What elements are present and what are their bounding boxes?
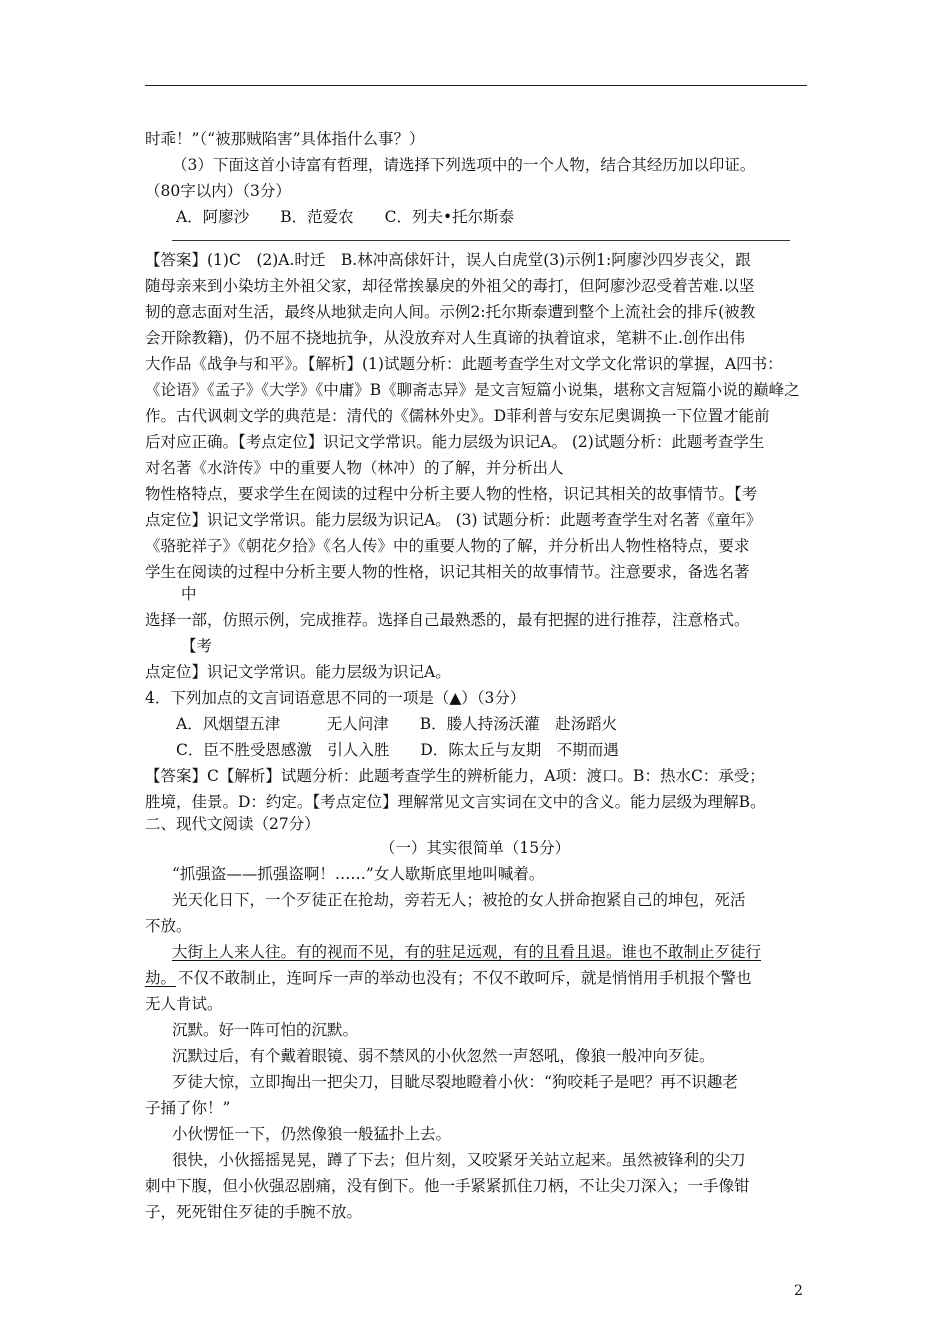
text-line: 作。古代讽刺文学的典范是：清代的《儒林外史》。D菲利普与安东尼奥调换一下位置才能前 [145,407,770,425]
underlined-passage: 大街上人来人往。有的视而不见，有的驻足远观，有的且看且退。谁也不敢制止歹徒行 [172,943,762,961]
passage-title: （一）其实很简单（15分） [379,839,571,857]
text-line: 大作品《战争与和平》。【解析】(1)试题分析：此题考查学生对文学文化常识的掌握，A四书： [145,355,783,373]
text-line: 中 [181,585,197,603]
passage-line: 不放。 [145,917,192,935]
text-line: 韧的意志面对生活，最终从地狱走向人间。示例2:托尔斯泰遭到整个上流社会的排斥(被教 [145,303,756,321]
text-line: 对名著《水浒传》中的重要人物（林冲）的了解，并分析出人 [145,459,564,477]
text-line: 随母亲来到小染坊主外祖父家，却径常挨暴戾的外祖父的毒打，但阿廖沙忍受着苦难.以坚 [145,277,755,295]
passage-line: 很快，小伙摇摇晃晃，蹲了下去；但片刻，又咬紧牙关站立起来。虽然被锋利的尖刀 [172,1151,746,1169]
answer-rule [172,240,790,241]
passage-line: 刺中下腹，但小伙强忍剧痛，没有倒下。他一手紧紧抓住刀柄，不让尖刀深入；一手像钳 [145,1177,750,1195]
passage-line: 子捅了你！” [145,1099,231,1117]
passage-line: 小伙愣怔一下，仍然像狼一般猛扑上去。 [172,1125,452,1143]
passage-line: “抓强盗——抓强盗啊！……”女人歇斯底里地叫喊着。 [172,865,545,883]
passage-line: 光天化日下，一个歹徒正在抢劫，旁若无人；被抢的女人拼命抱紧自己的坤包，死活 [172,891,746,909]
text-line: 会开除教籍)，仍不屈不挠地抗争，从没放弃对人生真谛的执着谊求，笔耕不止.创作出伟 [145,329,745,347]
section-heading: 二、现代文阅读（27分） [145,815,320,833]
text-line: 点定位】识记文学常识。能力层级为识记A。 [145,663,451,681]
passage-line: 沉默过后，有个戴着眼镜、弱不禁风的小伙忽然一声怒吼，像狼一般冲向歹徒。 [172,1047,715,1065]
text-line: 学生在阅读的过程中分析主要人物的性格，识记其相关的故事情节。注意要求，备选名著 [145,563,750,581]
options-line: A．风烟望五津 无人问津 B．媵人持汤沃灌 赴汤蹈火 [176,715,618,733]
text-line: 《骆驼祥子》《朝花夕拾》《名人传》中的重要人物的了解，并分析出人物性格特点，要求 [145,537,750,555]
passage-line: 子，死死钳住歹徒的手腕不放。 [145,1203,363,1221]
text-line: 《论语》《孟子》《大学》《中庸》B《聊斋志异》是文言短篇小说集，堪称文言短篇小说的巅峰之 [145,381,800,399]
question-4: 4．下列加点的文言词语意思不同的一项是（▲）（3分） [145,689,526,707]
passage-line: 沉默。好一阵可怕的沉默。 [172,1021,359,1039]
text-line: 点定位】识记文学常识。能力层级为识记A。 (3) 试题分析：此题考查学生对名著《童年》 [145,511,762,529]
text-line: 时乖！”（“被那贼陷害”具体指什么事？） [145,130,425,148]
passage-line: 无人肯试。 [145,995,223,1013]
text-line: 物性格特点，要求学生在阅读的过程中分析主要人物的性格，识记其相关的故事情节。【考 [145,485,758,503]
header-rule [145,85,807,86]
question-3: （3）下面这首小诗富有哲理，请选择下列选项中的一个人物，结合其经历加以印证。 [172,156,756,174]
text-line: 胜境，佳景。D：约定。【考点定位】理解常见文言实词在文中的含义。能力层级为理解B。 [145,793,766,811]
options-line: C．臣不胜受恩感激 引人入胜 D．陈太丘与友期 不期而遇 [176,741,619,759]
text-line: 选择一部，仿照示例，完成推荐。选择自己最熟悉的，最有把握的进行推荐，注意格式。 [145,611,750,629]
answer-line: 【答案】C【解析】试题分析：此题考查学生的辨析能力，A项：渡口。B：热水C：承受； [145,767,765,785]
options-line: A．阿廖沙 B．范爱农 C．列夫•托尔斯泰 [176,208,515,226]
text-line: 【考 [181,637,213,655]
underlined-passage-end: 劫。 [145,969,177,987]
answer-line: 【答案】(1)C (2)A.时迁 B.林冲高俅奸计，误人白虎堂(3)示例1:阿廖沙四岁丧父，跟 [145,251,751,269]
page-number: 2 [794,1283,803,1299]
text-line: 后对应正确。【考点定位】识记文学常识。能力层级为识记A。 (2)试题分析：此题考查学生 [145,433,765,451]
passage-line: 歹徒大惊，立即掏出一把尖刀，目眦尽裂地瞪着小伙：“狗咬耗子是吧？再不识趣老 [172,1073,738,1091]
text-line: （80字以内）（3分） [145,182,291,200]
passage-line: 不仅不敢制止，连呵斥一声的举动也没有；不仅不敢呵斥，就是悄悄用手机报个警也 [178,969,752,987]
